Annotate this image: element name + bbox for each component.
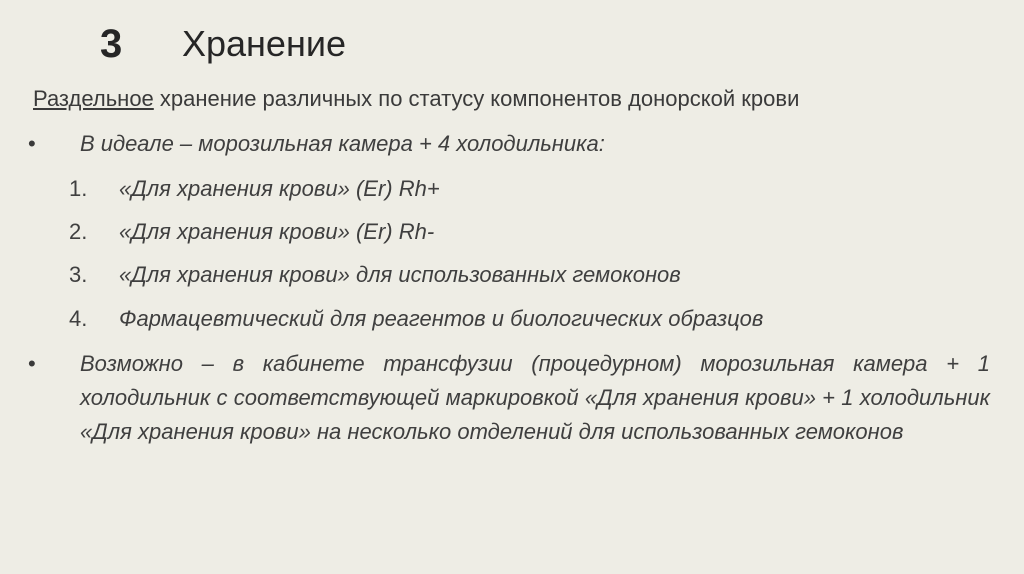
- list-item-1-number: 1.: [69, 176, 88, 201]
- intro-underlined-word: Раздельное: [33, 86, 154, 111]
- list-item-4-number: 4.: [69, 306, 88, 331]
- bullet-1-text: В идеале – морозильная камера + 4 холодильника:: [80, 131, 605, 156]
- list-item-3-number: 3.: [69, 262, 88, 287]
- list-item-4-text: Фармацевтический для реагентов и биологических образцов: [119, 306, 764, 331]
- intro-text: хранение различных по статусу компонентов донорской крови: [153, 86, 800, 111]
- bullet-2-marker: •: [28, 351, 36, 376]
- list-item-3-text: «Для хранения крови» для использованных гемоконов: [119, 262, 681, 287]
- intro-line: [33, 84, 993, 114]
- slide-title: Хранение: [182, 23, 346, 64]
- bullet-1-marker: •: [28, 131, 36, 156]
- list-item-1-text: «Для хранения крови» (Er) Rh+: [119, 176, 440, 201]
- slide-number: 3: [100, 22, 123, 66]
- list-item-2-text: «Для хранения крови» (Er) Rh-: [119, 219, 435, 244]
- bullet-2-text: Возможно – в кабинете трансфузии (процедурном) морозильная камера + 1 холодильник с соответствующей маркировкой «Для хранения крови» + 1 холодильник «Для хранения крови» на несколько отделений для использованных гемоконов: [80, 351, 990, 444]
- list-item-2-number: 2.: [69, 219, 88, 244]
